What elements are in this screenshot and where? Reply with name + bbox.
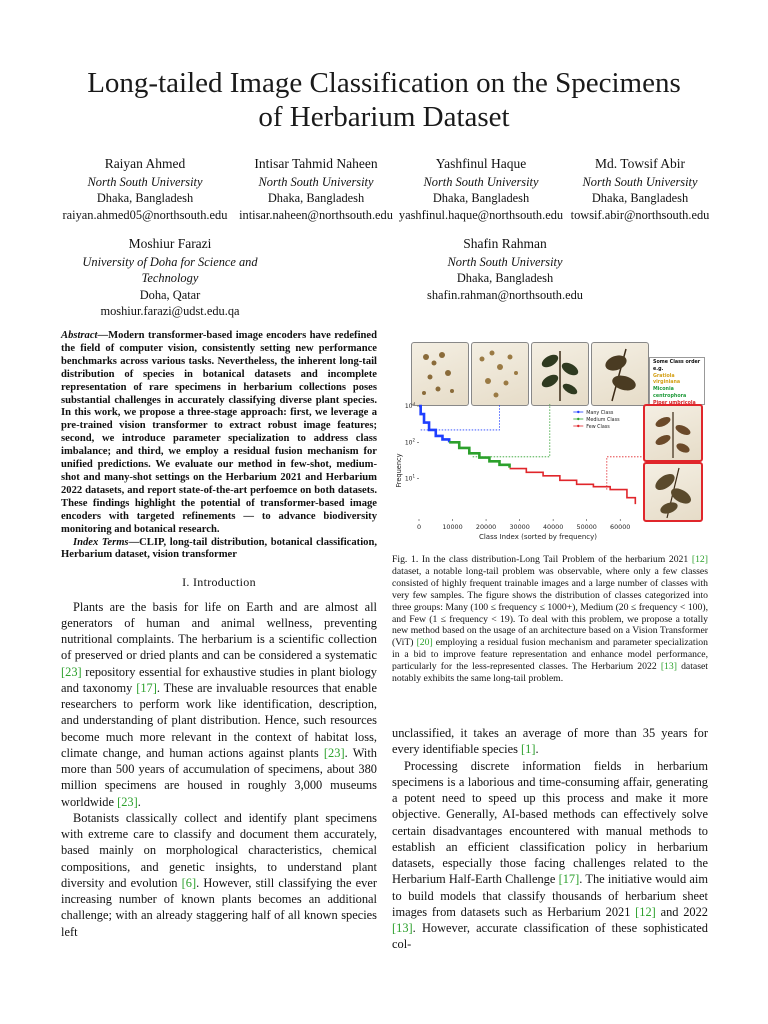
right-column bbox=[392, 725, 708, 953]
citation-link[interactable]: [17] bbox=[558, 872, 580, 887]
abstract bbox=[61, 330, 377, 537]
specimen-image bbox=[531, 342, 589, 406]
author-block bbox=[400, 236, 610, 303]
series-line bbox=[510, 469, 636, 505]
citation-link[interactable]: [17] bbox=[136, 680, 157, 695]
citation-link[interactable]: [13] bbox=[660, 661, 677, 673]
x-tick-label: 10000 bbox=[442, 523, 463, 531]
x-tick-label: 20000 bbox=[475, 523, 497, 531]
x-tick-label: 40000 bbox=[542, 523, 564, 531]
author-email: intisar.naheen@northsouth.edu bbox=[239, 207, 393, 222]
title-line-1: Long-tailed Image Classification on the Specimens bbox=[87, 67, 681, 99]
author-name: Raiyan Ahmed bbox=[104, 156, 186, 171]
paper-title bbox=[40, 66, 728, 134]
author-block bbox=[231, 156, 401, 223]
author-email: raiyan.ahmed05@northsouth.edu bbox=[62, 207, 228, 222]
figure-caption: Fig. 1. In the class distribution-Long Tail Problem of the herbarium 2021 [12] dataset, a notable long-tail problem was observable, where only a few classes consisted of highly frequent trainable images and a large number of classes with very few samples. The figure shows the distribution of classes categorized into three groups: Many (100 ≤ frequency ≤ 1000+), Medium (20 ≤ frequency < 100), and Few (1 ≤ frequency < 19). To deal with this problem, we propose a totally new method based on the usage of an architecture based on a Vision Transformer (ViT) [20] employing a residual fusion mechanism and parameter specialization in a bid to improve feature representation and enhance model performance, particularly for the less-represented classes. The Herbarium 2022 [13] dataset notably exhibits the same long-tail problem. bbox=[392, 554, 708, 685]
author-affiliation: University of Doha for Science and Technology bbox=[82, 254, 258, 285]
left-column bbox=[61, 330, 377, 940]
author-name: Shafin Rahman bbox=[463, 236, 547, 251]
author-location: Doha, Qatar bbox=[139, 287, 201, 302]
y-tick-label: $10^3$ bbox=[404, 402, 415, 410]
legend-item: Miconia centrophora bbox=[653, 387, 687, 399]
section-heading: I. Introduction bbox=[182, 575, 256, 590]
author-email: towsif.abir@northsouth.edu bbox=[570, 207, 710, 222]
author-affiliation: North South University bbox=[258, 174, 374, 189]
author-location: Dhaka, Bangladesh bbox=[591, 191, 689, 205]
paragraph: Plants are the basis for life on Earth and are almost all generators of human and animal wellness, preventing nutritional complaints. The herbarium is a scientific collection of preserved or dried plants and can be considered a systematic [23] repository essential for exhaustive studies in plant biology and taxonomy [17]. These are invaluable resources that enable researchers to perform work like identification, description, and understanding of plant distribution. Hence, such resources become much more relevant in the context of habitat loss, climate change, and human actions against plants [23]. With more than 500 years of accumulation of specimens, about 380 million specimens are housed in roughly 3,000 museums worldwide [23]. bbox=[61, 599, 377, 809]
specimen-image bbox=[591, 342, 649, 406]
citation-link[interactable]: [23] bbox=[323, 745, 345, 760]
abstract-text: —Modern transformer-based image encoders have redefined the field of computer vision, consistently setting new performance benchmarks across various tasks. Nevertheless, the inherent long-tail distribution of species in botanical datasets and incomplete representation of rare specimens in herbarium collections poses substantial challenges in accurately classifying diverse plant species. In this work, we propose a three-stage approach: first, we leverage a pre-trained vision transformer to extract robust image features; second, we introduce parameter specialization to address class imbalance; and third, we employ a residual fusion mechanism for unified predictions. We evaluate our method in few-shot, medium-shot and many-shot settings on the Herbarium 2021 and Herbarium 2022 datasets, and report state-of-the-art perfoemce on both datasets. These findings highlight the potential of transformer-based image encoders with targeted refinements — to advance biodiversity monitoring and botanical research. bbox=[61, 330, 377, 535]
title-line-2: of Herbarium Dataset bbox=[258, 101, 510, 133]
index-terms-label: Index Terms bbox=[73, 536, 129, 548]
arrow-many bbox=[421, 404, 500, 430]
x-axis-label: Class Index (sorted by frequency) bbox=[478, 533, 598, 541]
legend-label: Many Class bbox=[586, 411, 614, 416]
x-tick-label: 50000 bbox=[576, 523, 597, 531]
author-name: Intisar Tahmid Naheen bbox=[254, 156, 378, 171]
abstract-label: Abstract bbox=[61, 330, 98, 341]
arrow-few bbox=[607, 457, 643, 490]
x-tick-label: 0 bbox=[416, 523, 422, 531]
legend-marker bbox=[577, 418, 579, 420]
paragraph: Botanists classically collect and identify plant specimens with extreme care to classify and document them accurately, based mainly on morphological characteristics, chemical compositions, and genetic insights, to understand plant diversity and evolution [6]. However, still classifying the ever increasing number of known plants becomes an additional challenge; with an already staggering half of all known species left bbox=[61, 810, 377, 939]
author-email: shafin.rahman@northsouth.edu bbox=[427, 287, 583, 302]
author-name: Md. Towsif Abir bbox=[595, 156, 685, 171]
specimen-image bbox=[643, 404, 703, 462]
author-affiliation: North South University bbox=[447, 254, 563, 269]
class-order-legend bbox=[649, 357, 705, 405]
legend-label: Medium Class bbox=[586, 418, 620, 423]
long-tail-chart bbox=[393, 402, 643, 546]
author-location: Dhaka, Bangladesh bbox=[267, 191, 365, 205]
citation-link[interactable]: [1] bbox=[521, 742, 536, 757]
citation-link[interactable]: [23] bbox=[61, 664, 82, 679]
arrow-medium bbox=[473, 404, 550, 457]
index-terms bbox=[61, 537, 377, 563]
citation-link[interactable]: [13] bbox=[392, 921, 413, 935]
author-block bbox=[55, 236, 285, 320]
author-name: Moshiur Farazi bbox=[128, 236, 212, 251]
legend-label: Few Class bbox=[586, 425, 610, 430]
legend-marker bbox=[577, 411, 579, 413]
figure-arrows bbox=[421, 404, 643, 490]
index-terms-text: —CLIP, long-tail distribution, botanical classification, Herbarium dataset, vision transformer bbox=[61, 536, 377, 561]
author-email: yashfinul.haque@northsouth.edu bbox=[398, 207, 564, 222]
specimen-image bbox=[643, 462, 703, 522]
author-affiliation: North South University bbox=[87, 174, 203, 189]
citation-link[interactable]: [20] bbox=[416, 637, 433, 649]
author-block bbox=[562, 156, 718, 223]
y-axis-label: Frequency bbox=[395, 453, 403, 488]
y-tick-label: $10^1$ bbox=[404, 473, 415, 483]
paragraph: unclassified, it takes an average of more than 35 years for every identifiable species [1]. bbox=[392, 726, 708, 757]
author-location: Dhaka, Bangladesh bbox=[456, 271, 554, 285]
author-block bbox=[397, 156, 565, 223]
author-location: Dhaka, Bangladesh bbox=[96, 191, 194, 205]
legend-item: Gratiola virginiana bbox=[653, 373, 681, 386]
legend-title: Some Class order e.g. bbox=[653, 360, 701, 372]
chart-legend bbox=[573, 410, 620, 430]
author-email: moshiur.farazi@udst.edu.qa bbox=[100, 304, 240, 318]
x-tick-label: 30000 bbox=[509, 523, 530, 531]
series-line bbox=[449, 442, 509, 467]
citation-link[interactable]: [23] bbox=[117, 794, 138, 809]
author-affiliation: North South University bbox=[423, 174, 539, 189]
specimen-image bbox=[471, 342, 529, 406]
legend-marker bbox=[577, 425, 579, 427]
paragraph: Processing discrete information fields in herbarium specimens is a laborious and time-consuming affair, generating a potent need to speed up this process and make it more objective. Generally, AI-based methods can effectively solve certain disadvantages encountered with manual methods to establish an efficient classification policy in herbarium datasets, especially those facing challenges related to the Herbarium Half-Earth Challenge [17]. The initiative would aim to build models that classify thousands of herbarium sheet images from datasets such as Herbarium 2021 [12] and 2022 [13]. However, accurate classification of these sophisticated col- bbox=[392, 758, 708, 952]
figure-1 bbox=[393, 340, 705, 546]
series-line bbox=[419, 406, 449, 442]
citation-link[interactable]: [12] bbox=[635, 904, 656, 919]
author-affiliation: North South University bbox=[582, 174, 698, 189]
x-tick-label: 60000 bbox=[610, 523, 631, 531]
citation-link[interactable]: [6] bbox=[181, 875, 197, 890]
y-tick-label: $10^2$ bbox=[404, 437, 415, 447]
author-block bbox=[55, 156, 235, 223]
specimen-image bbox=[411, 342, 469, 406]
author-location: Dhaka, Bangladesh bbox=[432, 191, 530, 205]
citation-link[interactable]: [12] bbox=[691, 554, 708, 565]
author-name: Yashfinul Haque bbox=[435, 156, 527, 171]
